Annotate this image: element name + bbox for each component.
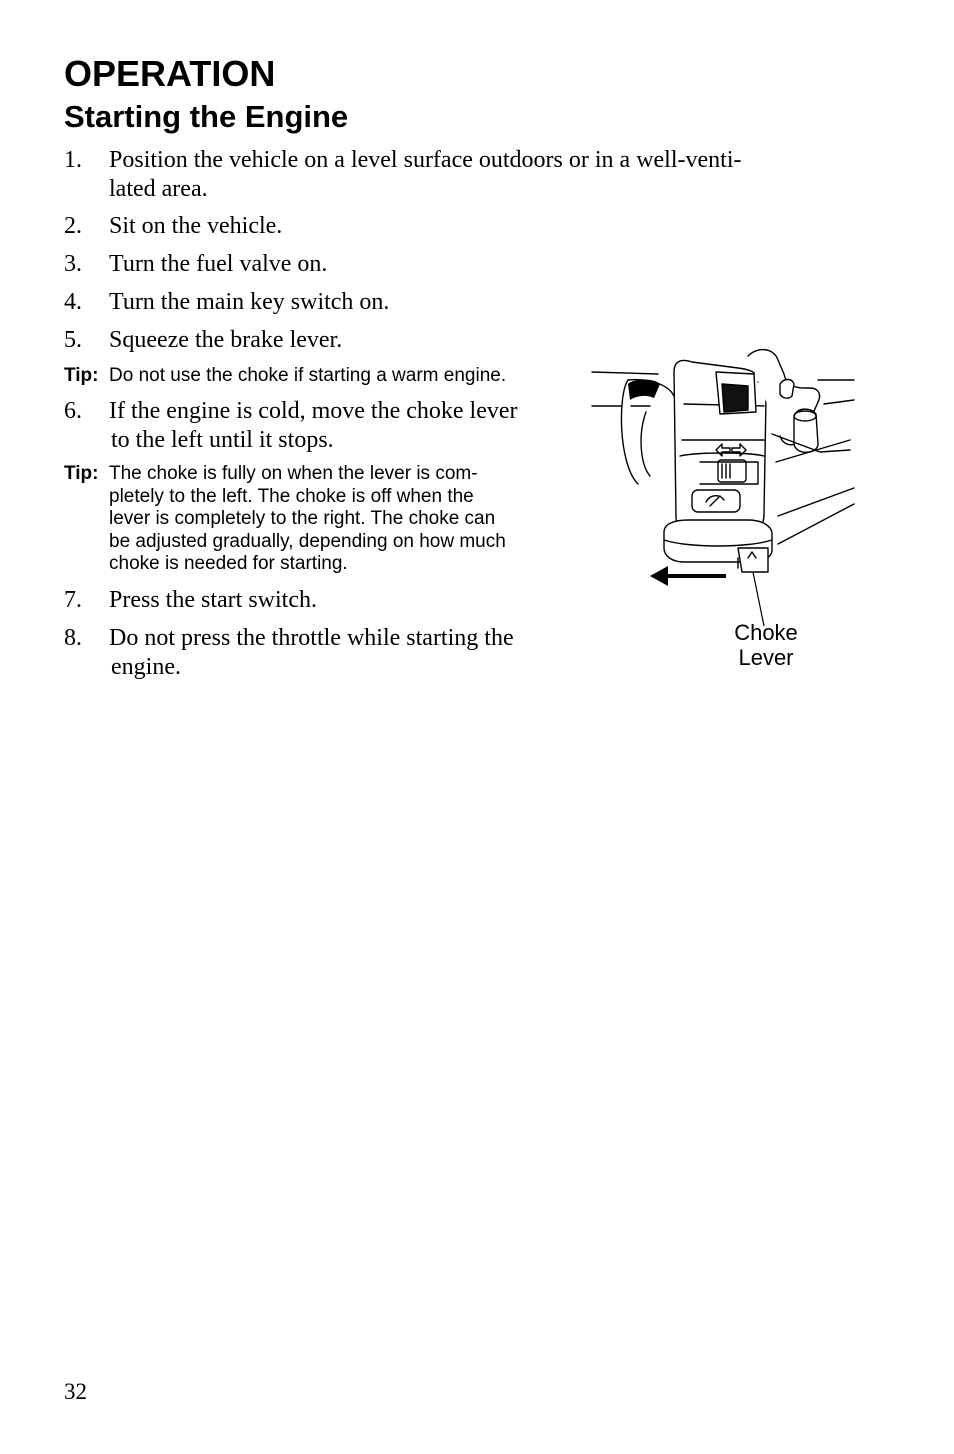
step-number: 7.	[64, 587, 82, 613]
step-number: 4.	[64, 289, 82, 315]
page-title: Starting the Engine	[64, 99, 349, 134]
tip-text: lever is completely to the right. The choke can	[109, 508, 496, 529]
step-text: to the left until it stops.	[111, 427, 334, 453]
step-text: engine.	[111, 654, 181, 680]
step-number: 1.	[64, 147, 82, 173]
step-text: If the engine is cold, move the choke lever	[109, 398, 518, 424]
callout-label: Choke	[734, 620, 798, 645]
tip-text: pletely to the left. The choke is off when the	[109, 485, 474, 507]
callout-label: Lever	[738, 645, 794, 670]
step-text: Squeeze the brake lever.	[109, 327, 343, 353]
step-number: 6.	[64, 398, 82, 424]
step-text: Press the start switch.	[109, 587, 317, 613]
step-text: Turn the main key switch on.	[109, 289, 390, 315]
step-text: Do not press the throttle while starting the	[109, 625, 514, 651]
choke-lever-illustration	[588, 344, 858, 684]
step-number: 2.	[64, 213, 82, 239]
step-text: Sit on the vehicle.	[109, 213, 283, 239]
page-number: 32	[64, 1379, 87, 1404]
tip-text: The choke is fully on when the lever is com-	[109, 463, 478, 484]
tip-text: Do not use the choke if starting a warm engine.	[109, 365, 507, 386]
step-number: 8.	[64, 625, 82, 651]
step-text: Turn the fuel valve on.	[109, 251, 328, 277]
step-text: lated area.	[109, 176, 208, 202]
section-title: OPERATION	[64, 53, 276, 94]
step-number: 3.	[64, 251, 82, 277]
tip-text: choke is needed for starting.	[109, 553, 348, 574]
tip-label: Tip:	[64, 463, 99, 484]
step-number: 5.	[64, 327, 82, 353]
step-text: Position the vehicle on a level surface outdoors or in a well-venti-	[109, 147, 742, 173]
tip-text: be adjusted gradually, depending on how much	[109, 530, 506, 552]
tip-label: Tip:	[64, 365, 99, 386]
